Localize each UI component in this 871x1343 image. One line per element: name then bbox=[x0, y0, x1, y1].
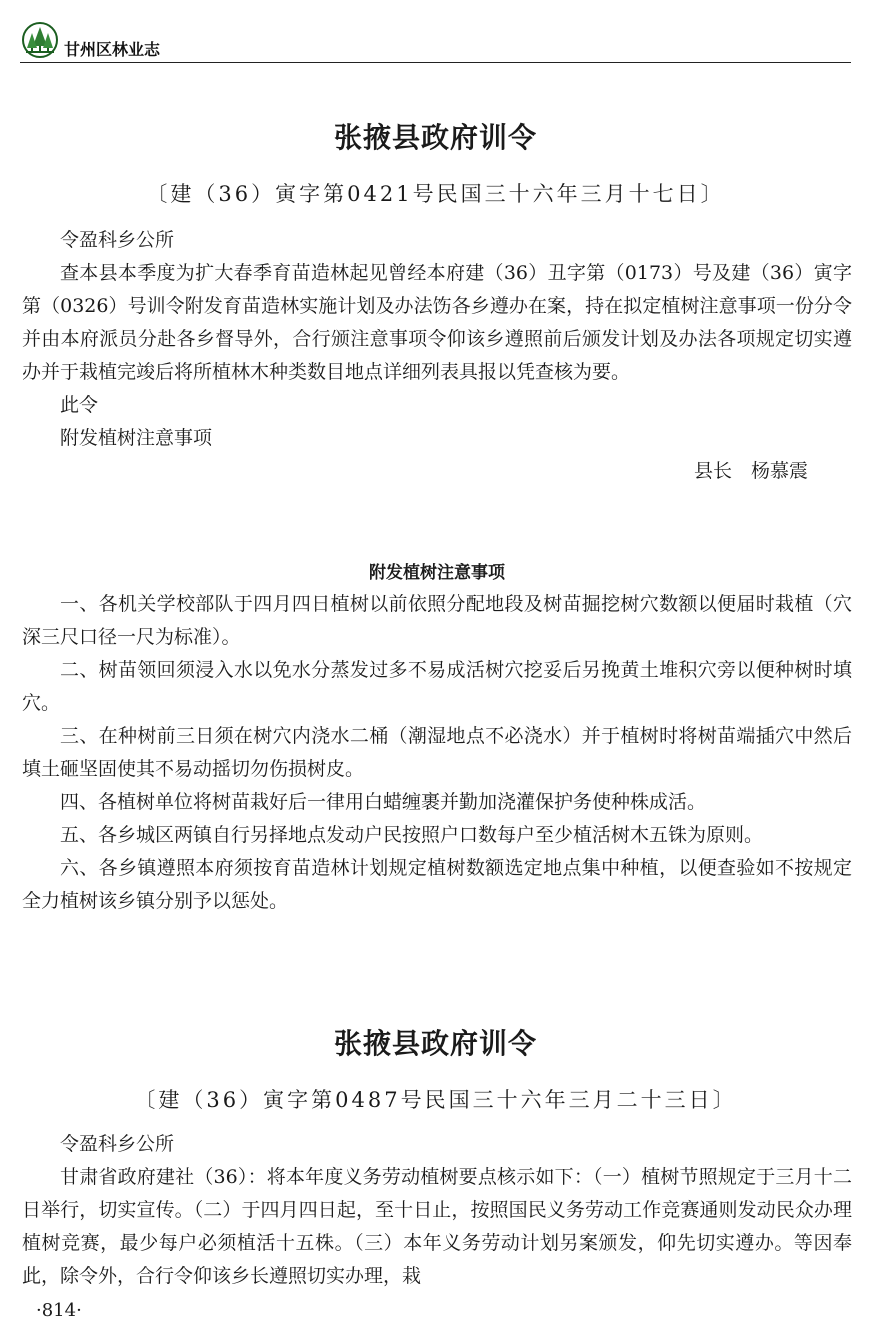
section2-addressee: 令盈科乡公所 bbox=[60, 1133, 175, 1155]
section1-doc-number: 〔建（36）寅字第0421号民国三十六年三月十七日〕 bbox=[146, 182, 725, 206]
page-number: ·814· bbox=[36, 1300, 82, 1321]
running-header bbox=[20, 22, 851, 63]
section1-attachment-note: 附发植树注意事项 bbox=[60, 427, 213, 449]
section1-heading bbox=[0, 116, 871, 208]
attachment-item: 二、树苗领回须浸入水以免水分蒸发过多不易成活树穴挖妥后另挽黄土堆积穴旁以便种树时填穴。 bbox=[22, 659, 852, 714]
section1-closing: 此令 bbox=[60, 394, 99, 416]
attachment-item: 四、各植树单位将树苗栽好后一律用白蜡缠裹并勤加浇灌保护务使种株成活。 bbox=[60, 791, 707, 813]
section2-title: 张掖县政府训令 bbox=[333, 1027, 537, 1060]
section1-addressee: 令盈科乡公所 bbox=[60, 229, 175, 251]
section2-doc-number: 〔建（36）寅字第0487号民国三十六年三月二十三日〕 bbox=[134, 1088, 737, 1112]
attachment-item: 五、各乡城区两镇自行另择地点发动户民按照户口数每户至少植活树木五铢为原则。 bbox=[60, 824, 764, 846]
section2-heading bbox=[0, 1022, 871, 1114]
section2-body bbox=[22, 1128, 852, 1293]
attachment-section bbox=[22, 558, 852, 918]
section2-paragraph: 甘肃省政府建社（36）：将本年度义务劳动植树要点核示如下：（一）植树节照规定于三月十二日举行，切实宣传。（二）于四月四日起，至十日止，按照国民义务劳动工作竞赛通则发动民众办理植树竞赛，最少每户必须植活十五株。（三）本年义务劳动计划另案颁发，仰先切实遵办。等因奉此，除令外，合行令仰该乡长遵照切实办理，栽 bbox=[22, 1166, 852, 1287]
section1-signature: 县长 杨慕震 bbox=[693, 460, 808, 482]
book-title: 甘州区林业志 bbox=[64, 40, 161, 59]
section1-body bbox=[22, 224, 852, 488]
attachment-item: 六、各乡镇遵照本府须按育苗造林计划规定植树数额选定地点集中种植，以便查验如不按规定全力植树该乡镇分别予以惩处。 bbox=[22, 857, 852, 912]
section1-title: 张掖县政府训令 bbox=[333, 121, 537, 154]
attachment-item: 一、各机关学校部队于四月四日植树以前依照分配地段及树苗掘挖树穴数额以便届时栽植（穴深三尺口径一尺为标准）。 bbox=[22, 593, 852, 648]
attachment-item: 三、在种树前三日须在树穴内浇水二桶（潮湿地点不必浇水）并于植树时将树苗端插穴中然后填土砸坚固使其不易动摇切勿伤损树皮。 bbox=[22, 725, 852, 780]
forest-trees-icon bbox=[22, 22, 58, 58]
section1-paragraph: 查本县本季度为扩大春季育苗造林起见曾经本府建（36）丑字第（0173）号及建（36）寅字第（0326）号训令附发育苗造林实施计划及办法饬各乡遵办在案，持在拟定植树注意事项一份分令并由本府派员分赴各乡督导外，合行颁注意事项令仰该乡遵照前后颁发计划及办法各项规定切实遵办并于栽植完竣后将所植林木种类数目地点详细列表具报以凭查核为要。 bbox=[22, 262, 852, 383]
attachment-heading: 附发植树注意事项 bbox=[369, 563, 505, 583]
